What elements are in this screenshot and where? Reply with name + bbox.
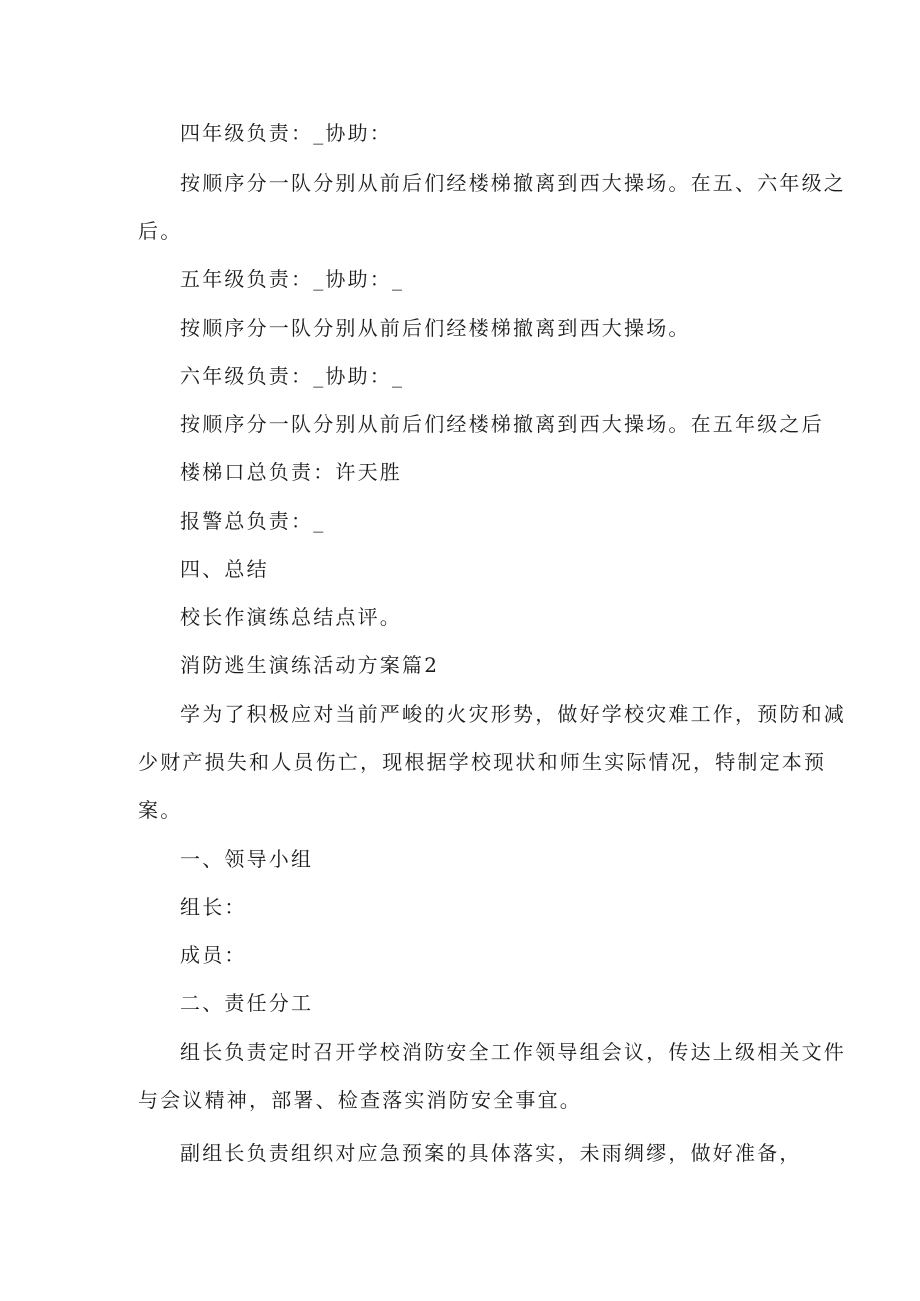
text-line-grade4-route: 按顺序分一队分别从前后们经楼梯撤离到西大操场。在五、六年级之 (180, 171, 846, 195)
text-line-grade5-lead: 五年级负责：_协助：_ (180, 267, 405, 291)
text-line-grade5-route: 按顺序分一队分别从前后们经楼梯撤离到西大操场。 (180, 316, 691, 340)
text-line-team-leader: 组长： (180, 895, 247, 919)
document-title: 消防逃生演练活动方案篇2 (180, 653, 440, 677)
text-line-grade6-route: 按顺序分一队分别从前后们经楼梯撤离到西大操场。在五年级之后 (180, 412, 824, 436)
text-line-deputy-duty: 副组长负责组织对应急预案的具体落实，未雨绸缪，做好准备， (180, 1141, 802, 1165)
text-line-alarm-lead: 报警总负责：_ (180, 509, 326, 533)
text-line-grade6-lead: 六年级负责：_协助：_ (180, 364, 405, 388)
text-line-members: 成员： (180, 943, 247, 967)
text-line-grade4-lead: 四年级负责：_协助： (180, 121, 392, 145)
section-heading-leadership: 一、领导小组 (180, 847, 314, 871)
text-line-stairwell-lead: 楼梯口总负责：许天胜 (180, 460, 402, 484)
text-line-intro-1: 学为了积极应对当前严峻的火灾形势，做好学校灾难工作，预防和减 (180, 702, 846, 726)
text-line-leader-duty-2: 与会议精神，部署、检查落实消防安全事宜。 (138, 1088, 582, 1112)
text-line-intro-2: 少财产损失和人员伤亡，现根据学校现状和师生实际情况，特制定本预 (138, 750, 827, 774)
section-heading-summary: 四、总结 (180, 557, 269, 581)
text-line-intro-3: 案。 (138, 798, 183, 822)
text-line-leader-duty-1: 组长负责定时召开学校消防安全工作领导组会议，传达上级相关文件 (180, 1040, 846, 1064)
text-line-grade4-route-cont: 后。 (138, 219, 183, 243)
text-line-principal-review: 校长作演练总结点评。 (180, 605, 402, 629)
section-heading-duties: 二、责任分工 (180, 991, 314, 1015)
